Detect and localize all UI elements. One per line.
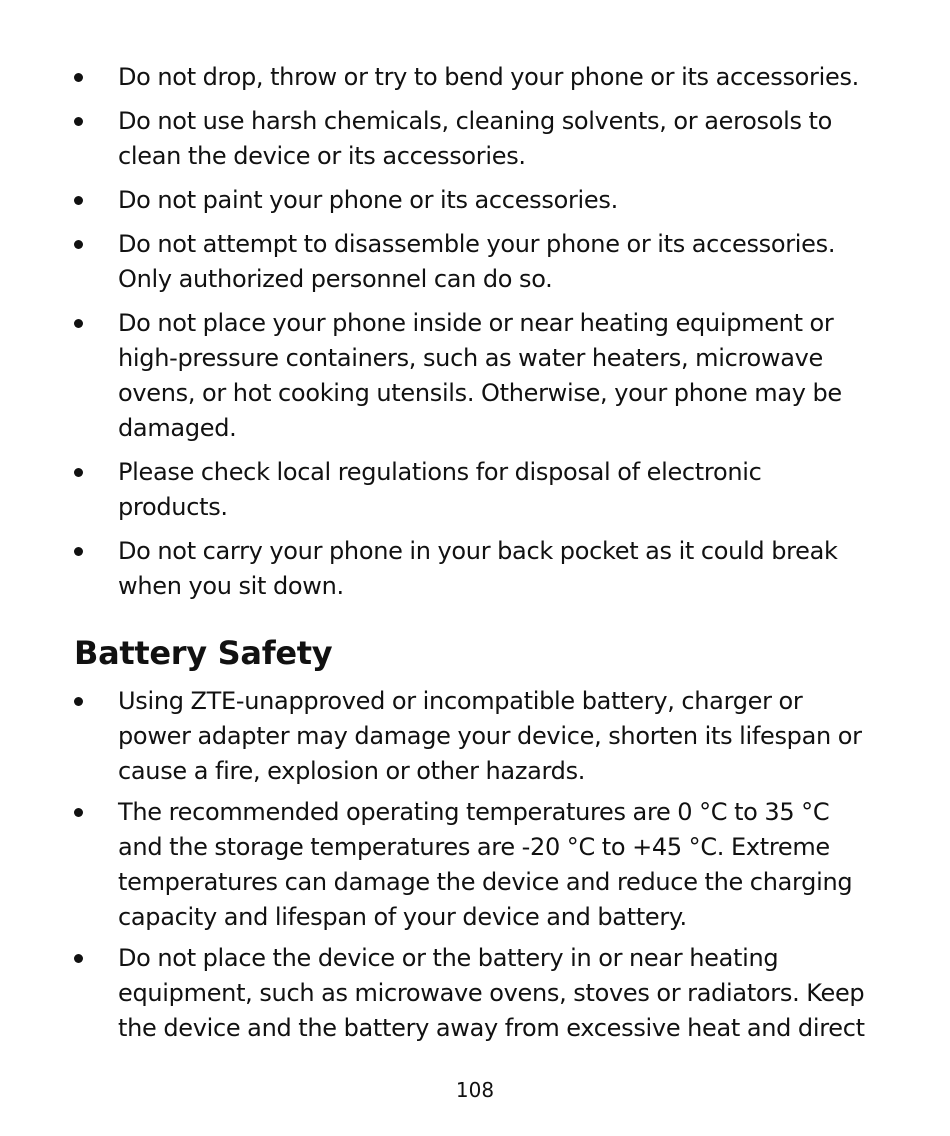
list-item — [74, 941, 874, 1046]
section-heading-battery-safety: Battery Safety — [74, 634, 333, 672]
bullet-icon — [74, 240, 83, 249]
bullet-icon — [74, 954, 83, 963]
list-item-text: Do not attempt to disassemble your phone or its accessories. Only authorized personnel can do so. — [118, 230, 836, 293]
page-number: 108 — [455, 1078, 495, 1102]
list-item-text: Please check local regulations for disposal of electronic products. — [118, 458, 762, 521]
list-item-text: Using ZTE-unapproved or incompatible battery, charger or power adapter may damage your device, shorten its lifespan or cause a fire, explosion or other hazards. — [118, 687, 862, 785]
bullet-icon — [74, 547, 83, 556]
list-item-text: Do not use harsh chemicals, cleaning solvents, or aerosols to clean the device or its accessories. — [118, 107, 832, 170]
bullet-icon — [74, 697, 83, 706]
list-item-text: Do not place your phone inside or near heating equipment or high-pressure containers, such as water heaters, microwave ovens, or hot cooking utensils. Otherwise, your phone may be damaged. — [118, 309, 842, 442]
list-item — [74, 684, 874, 789]
bullet-icon — [74, 319, 83, 328]
list-item-text: Do not place the device or the battery in or near heating equipment, such as microwave ovens, stoves or radiators. Keep the device and the battery away from excessive heat and direct — [118, 944, 865, 1042]
list-item — [74, 104, 874, 174]
list-item — [74, 183, 874, 218]
list-item — [74, 60, 874, 95]
bullet-icon — [74, 196, 83, 205]
list-item — [74, 227, 874, 297]
bullet-icon — [74, 73, 83, 82]
list-item-text: Do not carry your phone in your back pocket as it could break when you sit down. — [118, 537, 838, 600]
battery-safety-list — [74, 684, 874, 1052]
list-item — [74, 455, 874, 525]
bullet-icon — [74, 117, 83, 126]
list-item-text: The recommended operating temperatures are 0 °C to 35 °C and the storage temperatures are -20 °C to +45 °C. Extreme temperatures can damage the device and reduce the charging capacity and lifespan of your device and battery. — [118, 798, 853, 931]
list-item — [74, 795, 874, 935]
bullet-icon — [74, 468, 83, 477]
list-item — [74, 534, 874, 604]
list-item-text: Do not drop, throw or try to bend your phone or its accessories. — [118, 63, 859, 91]
list-item — [74, 306, 874, 446]
bullet-icon — [74, 808, 83, 817]
list-item-text: Do not paint your phone or its accessories. — [118, 186, 618, 214]
general-safety-list — [74, 60, 874, 613]
